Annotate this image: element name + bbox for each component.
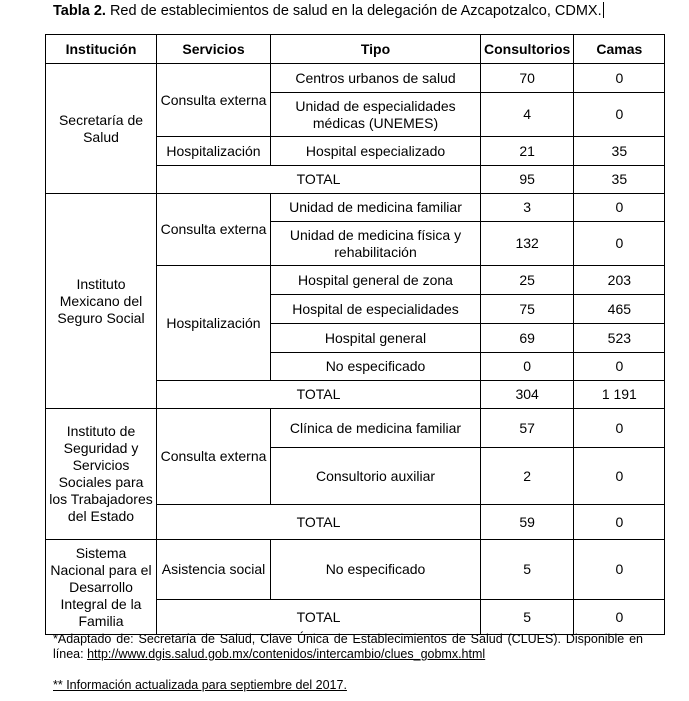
tipo-cell: Hospital general de zona: [271, 266, 481, 295]
tipo-cell: Consultorio auxiliar: [271, 448, 481, 505]
header-consultorios: Consultorios: [481, 35, 574, 64]
total-consultorios: 95: [481, 166, 574, 194]
consultorios-cell: 5: [481, 540, 574, 600]
tipo-cell: Unidad de especialidades médicas (UNEMES): [271, 93, 481, 137]
camas-cell: 0: [574, 448, 665, 505]
table-row: [46, 540, 665, 600]
total-consultorios: 5: [481, 600, 574, 635]
total-label: TOTAL: [157, 381, 481, 409]
header-servicios: Servicios: [157, 35, 271, 64]
camas-cell: 35: [574, 137, 665, 166]
source-text: *Adaptado de: Secretaría de Salud, Clave Única de Establecimientos de Salud (CLUES). Disponible en línea:: [53, 632, 643, 661]
institution-cell: Sistema Nacional para el Desarrollo Integral de la Familia: [46, 540, 157, 635]
camas-cell: 0: [574, 353, 665, 381]
tipo-cell: No especificado: [271, 540, 481, 600]
institution-cell: Secretaría de Salud: [46, 64, 157, 194]
camas-cell: 203: [574, 266, 665, 295]
service-cell: Hospitalización: [157, 137, 271, 166]
consultorios-cell: 132: [481, 222, 574, 266]
header-tipo: Tipo: [271, 35, 481, 64]
health-network-table: [45, 34, 665, 635]
consultorios-cell: 0: [481, 353, 574, 381]
tipo-cell: Hospital de especialidades: [271, 295, 481, 324]
source-footnote: [53, 632, 643, 662]
total-label: TOTAL: [157, 166, 481, 194]
camas-cell: 0: [574, 64, 665, 93]
tipo-cell: Clínica de medicina familiar: [271, 409, 481, 448]
camas-cell: 0: [574, 194, 665, 222]
total-consultorios: 304: [481, 381, 574, 409]
consultorios-cell: 25: [481, 266, 574, 295]
camas-cell: 465: [574, 295, 665, 324]
tipo-cell: Hospital general: [271, 324, 481, 353]
tipo-cell: Unidad de medicina física y rehabilitación: [271, 222, 481, 266]
update-text: ** Información actualizada para septiembre del 2017.: [53, 678, 347, 692]
consultorios-cell: 2: [481, 448, 574, 505]
total-label: TOTAL: [157, 505, 481, 540]
total-camas: 35: [574, 166, 665, 194]
table-row: [46, 64, 665, 93]
caption-text: Red de establecimientos de salud en la delegación de Azcapotzalco, CDMX.: [105, 3, 602, 19]
consultorios-cell: 69: [481, 324, 574, 353]
tipo-cell: Unidad de medicina familiar: [271, 194, 481, 222]
camas-cell: 0: [574, 540, 665, 600]
table-caption: [53, 2, 604, 20]
consultorios-cell: 57: [481, 409, 574, 448]
service-cell: Asistencia social: [157, 540, 271, 600]
service-cell: Hospitalización: [157, 266, 271, 381]
camas-cell: 0: [574, 222, 665, 266]
consultorios-cell: 3: [481, 194, 574, 222]
table-row: [46, 409, 665, 448]
service-cell: Consulta externa: [157, 194, 271, 266]
tipo-cell: Hospital especializado: [271, 137, 481, 166]
consultorios-cell: 75: [481, 295, 574, 324]
camas-cell: 0: [574, 93, 665, 137]
tipo-cell: No especificado: [271, 353, 481, 381]
tipo-cell: Centros urbanos de salud: [271, 64, 481, 93]
service-cell: Consulta externa: [157, 409, 271, 505]
source-link[interactable]: http://www.dgis.salud.gob.mx/contenidos/intercambio/clues_gobmx.html: [87, 647, 486, 661]
institution-cell: Instituto Mexicano del Seguro Social: [46, 194, 157, 409]
update-footnote: [53, 678, 643, 693]
header-row: [46, 35, 665, 64]
camas-cell: 0: [574, 409, 665, 448]
total-camas: 0: [574, 600, 665, 635]
consultorios-cell: 70: [481, 64, 574, 93]
header-institucion: Institución: [46, 35, 157, 64]
consultorios-cell: 21: [481, 137, 574, 166]
total-camas: 0: [574, 505, 665, 540]
camas-cell: 523: [574, 324, 665, 353]
total-label: TOTAL: [157, 600, 481, 635]
table-row: [46, 194, 665, 222]
text-cursor: [603, 2, 604, 18]
total-camas: 1 191: [574, 381, 665, 409]
caption-label: Tabla 2.: [53, 3, 106, 19]
consultorios-cell: 4: [481, 93, 574, 137]
service-cell: Consulta externa: [157, 64, 271, 137]
header-camas: Camas: [574, 35, 665, 64]
total-consultorios: 59: [481, 505, 574, 540]
institution-cell: Instituto de Seguridad y Servicios Sociales para los Trabajadores del Estado: [46, 409, 157, 540]
